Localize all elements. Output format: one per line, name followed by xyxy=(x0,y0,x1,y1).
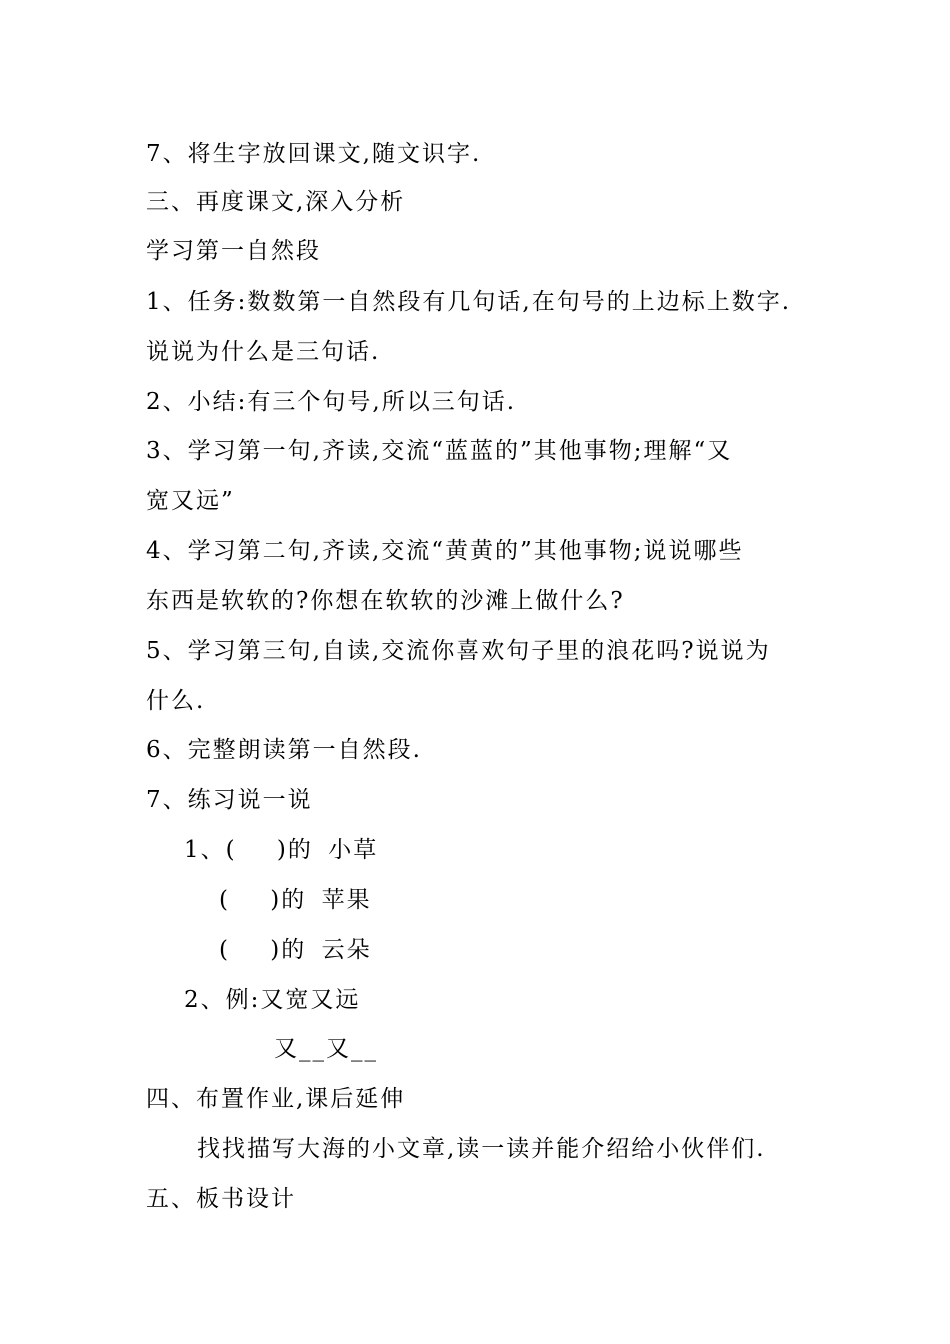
text-line: 7、练习说一说 xyxy=(146,787,313,813)
text-line: 什么. xyxy=(146,688,206,714)
exercise-item: 1、( )的 小草 xyxy=(184,837,379,863)
section-heading: 五、板书设计 xyxy=(146,1186,296,1212)
subheading: 学习第一自然段 xyxy=(146,238,321,264)
exercise-item: 2、例:又宽又远 xyxy=(184,987,361,1013)
text-line: 6、完整朗读第一自然段. xyxy=(146,737,422,763)
text-line: 东西是软软的?你想在软软的沙滩上做什么? xyxy=(146,588,625,614)
exercise-item: ( )的 云朵 xyxy=(219,937,372,963)
text-line: 1、任务:数数第一自然段有几句话,在句号的上边标上数字. xyxy=(146,289,792,315)
text-line: 2、小结:有三个句号,所以三句话. xyxy=(146,389,517,415)
section-heading: 三、再度课文,深入分析 xyxy=(146,189,406,215)
text-line: 7、将生字放回课文,随文识字. xyxy=(146,141,482,167)
text-line: 说说为什么是三句话. xyxy=(146,339,381,365)
text-line: 5、学习第三句,自读,交流你喜欢句子里的浪花吗?说说为 xyxy=(146,638,771,664)
text-line: 找找描写大海的小文章,读一读并能介绍给小伙伴们. xyxy=(197,1136,766,1162)
text-line: 3、学习第一句,齐读,交流“蓝蓝的”其他事物;理解“又 xyxy=(146,438,733,464)
exercise-blank: 又__又__ xyxy=(274,1036,378,1062)
text-line: 宽又远” xyxy=(146,488,235,514)
text-line: 4、学习第二句,齐读,交流“黄黄的”其他事物;说说哪些 xyxy=(146,538,744,564)
section-heading: 四、布置作业,课后延伸 xyxy=(146,1086,406,1112)
exercise-item: ( )的 苹果 xyxy=(219,887,372,913)
